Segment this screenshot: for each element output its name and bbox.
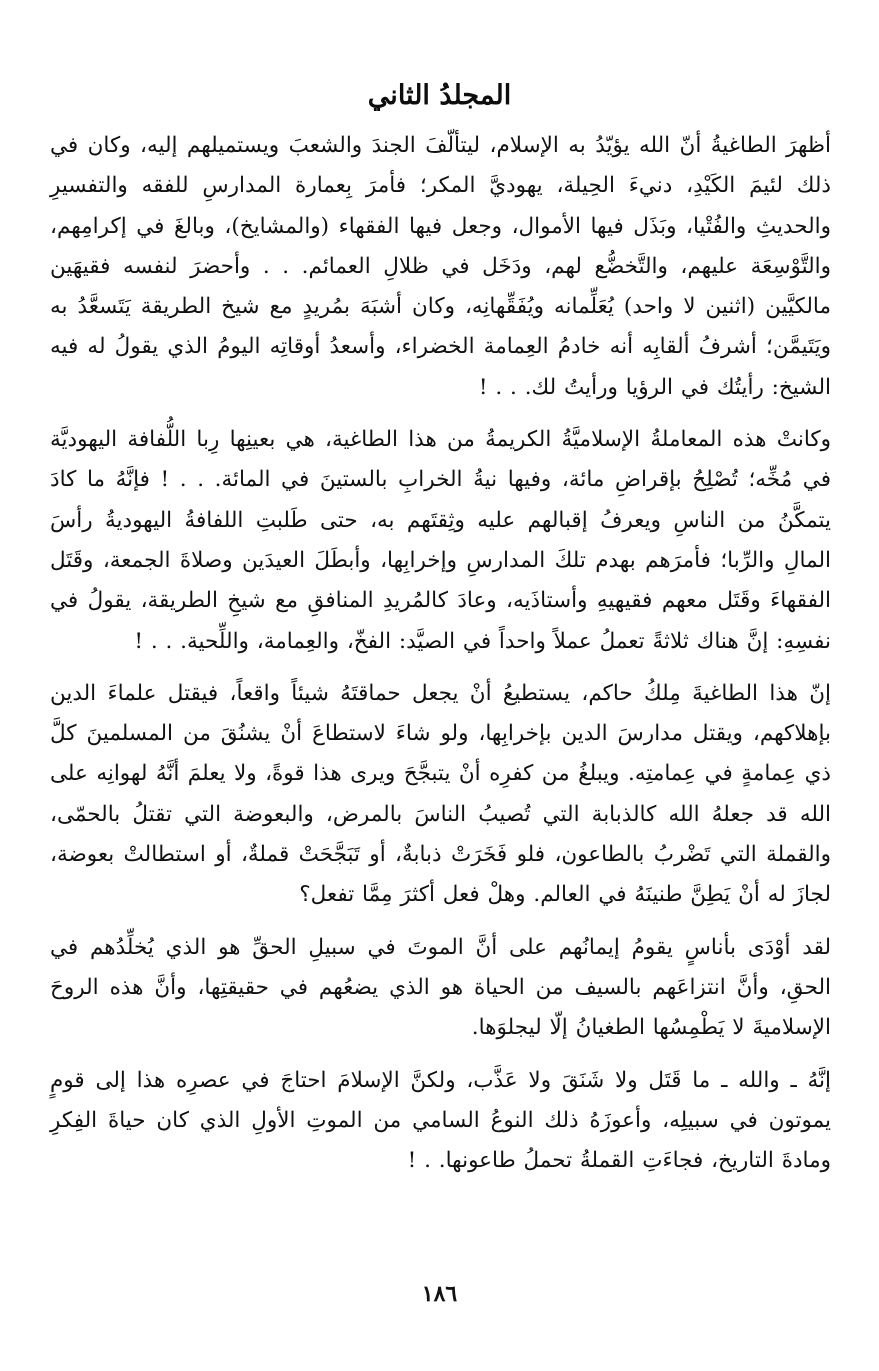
paragraph-2: وكانتْ هذه المعاملةُ الإسلاميَّةُ الكريمةُ من هذا الطاغية، هي بعينِها رِبا اللُّفافة اليهوديَّة في مُخِّه؛ تُصْلِحُ بإقراضِ مائة، وفيها نيةُ الخرابِ بالستينَ في المائة. . . ! فإنَّهُ ما كادَ يتمكَّنُ من الناسِ ويعرفُ إقبالهم عليه وثِقتَهم به، حتى طَلبتِ اللفافةُ اليهوديةُ رأسَ المالِ والرِّبا؛ فأمرَهم بهدم تلكَ المدارسِ وإخرابِها، وأبطَلَ العيدَين وصلاةَ الجمعة، وقَتَل الفقهاءَ وقَتَل معهم فقيهيهِ وأستاذَيه، وعادَ كالمُريدِ المنافقِ مع شيخِ الطريقة، يقولُ في نفسِهِ: إنَّ هناك ثلاثةً تعملُ عملاً واحداً في الصيَّد: الفخّ، والعِمامة، واللِّحية. . . ! [50,427,831,654]
paragraph-3: إنّ هذا الطاغيةَ مِلكُ حاكم، يستطيعُ أنْ يجعل حماقتَهُ شيئاً واقعاً، فيقتل علماءَ الدين بإهلاكهم، ويقتل مدارسَ الدين بإخرابِها، ولو شاءَ لاستطاعَ أنْ يشنُقَ من المسلمينَ كلَّ ذي عِمامةٍ في عِمامتِه. ويبلغُ من كفرِه أنْ يتبجَّحَ ويرى هذا قوةً، ولا يعلمَ أنَّهُ لهوانِه على الله قد جعلهُ الله كالذبابة التي تُصيبُ الناسَ بالمرض، والبعوضة التي تقتلُ بالحمّى، والقملة التي تَضْربُ بالطاعون، فلو فَخَرَتْ ذبابةٌ، أو تَبَجَّحَتْ قملةٌ، أو استطالتْ بعوضة، لجازَ له أنْ يَطِنَّ طنينَهُ في العالم. وهلْ فعل أكثرَ مِمَّا تفعل؟ [50,680,831,908]
page-number: ١٨٦ [421,1281,458,1307]
paragraph-4: لقد أوْدَى بأناسٍ يقومُ إيمانُهم على أنَّ الموتَ في سبيلِ الحقِّ هو الذي يُخلِّدُهم في الحقِ، وأنَّ انتزاعَهم بالسيف من الحياة هو الذي يضعُهم في حقيقتِها، وأنَّ هذه الروحَ الإسلاميةَ لا يَطْمِسُها الطغيانُ إلّا ليجلوَها. [50,934,831,1041]
paragraph-5: إنَّهُ ـ والله ـ ما قَتَل ولا شَنَقَ ولا عَذَّب، ولكنَّ الإسلامَ احتاجَ في عصرِه هذا إلى قومٍ يموتون في سبيلِه، وأعوزَهُ ذلك النوعُ السامي من الموتِ الأولِ الذي كان حياةَ الفِكرِ ومادةَ التاريخ، فجاءَتِ القملةُ تحملُ طاعونها. . ! [50,1067,831,1174]
body-text [50,126,831,1193]
paragraph-1: أظهرَ الطاغيةُ أنّ الله يؤيّدُ به الإسلام، ليتألّفَ الجندَ والشعبَ ويستميلهم إليه، وكان في ذلك لئيمَ الكَيْدِ، دنيءَ الحِيلة، يهوديَّ المكر؛ فأمرَ بِعمارة المدارسِ للفقه والتفسيرِ والحديثِ والفُتْيا، وبَذَل فيها الأموال، وجعل فيها الفقهاء (والمشايخ)، وبالغَ في إكرامِهم، والتَّوْسِعَة عليهم، والتَّخضُّع لهم، ودَخَل في ظلالِ العمائم. . . وأحضرَ لنفسه فقيهَين مالكيَّين (اثنين لا واحد) يُعَلِّمانه ويُفَقِّهانِه، وكان أشبَهَ بمُريدٍ مع شيخ الطريقة يَتَسعَّدُ به ويَتَيمَّن؛ أشرفُ ألقابِه أنه خادمُ العِمامة الخضراء، وأسعدُ أوقاتِه اليومُ الذي يقولُ له فيه الشيخ: رأيتُك في الرؤيا ورأيتُ لك. . . ! [50,133,831,400]
running-header-title: المجلدُ الثاني [367,80,512,111]
